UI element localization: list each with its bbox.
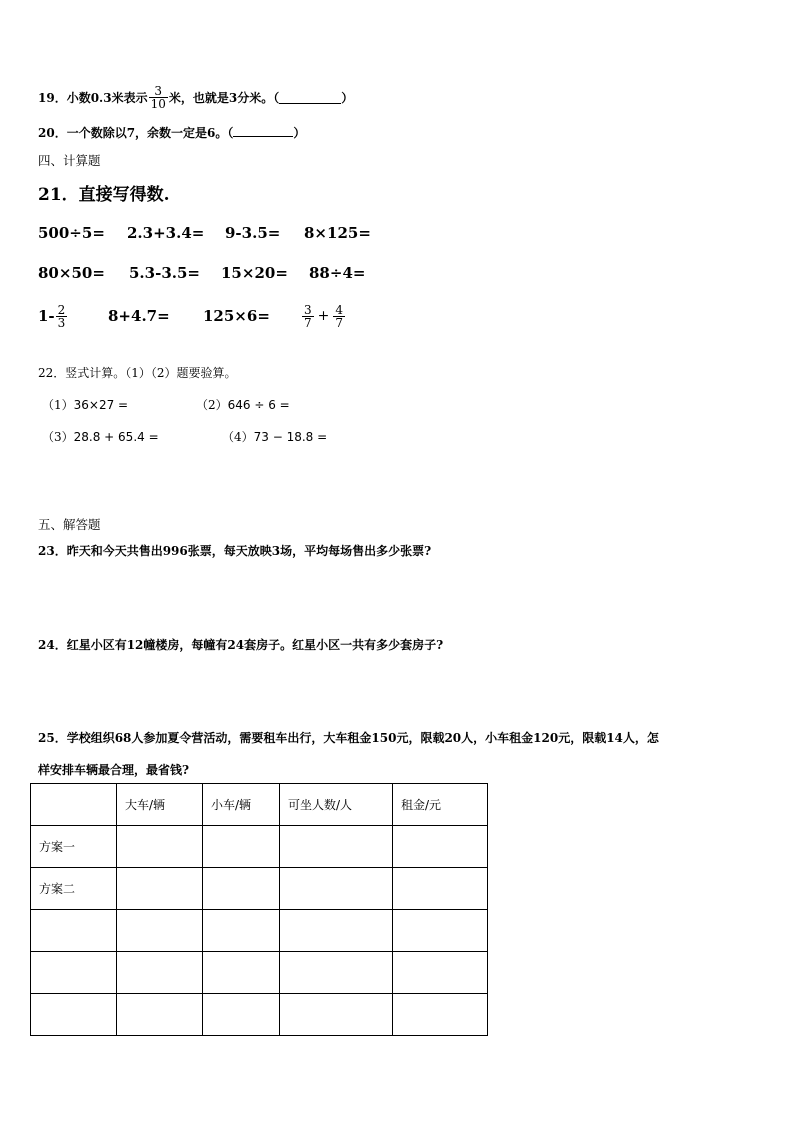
question-text: 米，也就是3分米。（ (168, 90, 280, 105)
calc-item: 125×6= (203, 307, 270, 325)
question-text: 一个数除以7，余数一定是6。（ (66, 126, 234, 140)
calc-item: 80×50= (38, 264, 105, 282)
calc-item (42, 428, 159, 445)
table-cell[interactable] (280, 910, 393, 952)
table-cell[interactable] (393, 952, 488, 994)
calc-item: 8+4.7= (108, 307, 170, 325)
question-25-line2: 样安排车辆最合理，最省钱? (38, 763, 190, 777)
question-text: 小数0.3米表示 (66, 90, 148, 105)
item-expression: 646 ÷ 6 = (227, 398, 290, 412)
table-header-cell: 租金/元 (393, 784, 488, 826)
calc-item (301, 296, 346, 336)
item-label: （1） (42, 398, 74, 412)
denominator: 7 (335, 315, 344, 330)
answer-blank[interactable] (233, 124, 293, 137)
table-cell[interactable] (117, 910, 203, 952)
table-cell: 方案一 (31, 826, 117, 868)
calc-item (196, 396, 290, 413)
table-cell[interactable] (280, 868, 393, 910)
question-text: ） (341, 90, 354, 105)
table-cell[interactable] (31, 910, 117, 952)
table-row (31, 826, 488, 868)
calc-item: 500÷5= (38, 224, 105, 242)
calc-prefix: 1- (38, 307, 55, 325)
item-expression: 28.8 + 65.4 = (73, 430, 159, 444)
question-21-title: 21．直接写得数. (38, 185, 170, 205)
question-19 (38, 82, 353, 112)
table-cell[interactable] (203, 952, 280, 994)
fraction (56, 304, 68, 329)
table-cell[interactable] (117, 826, 203, 868)
section-title: 五、解答题 (38, 517, 101, 532)
question-number: 19． (38, 90, 67, 105)
question-22-title: 22．竖式计算。（1）（2）题要验算。 (38, 366, 237, 380)
table-header-cell: 小车/辆 (203, 784, 280, 826)
table-cell: 方案二 (31, 868, 117, 910)
question-25-line1: 25．学校组织68人参加夏令营活动，需要租车出行，大车租金150元，限载20人，小车租金120元，限载14人，怎 (38, 731, 659, 745)
plus-sign: + (317, 308, 330, 324)
table-cell[interactable] (203, 994, 280, 1036)
table-row (31, 868, 488, 910)
calc-item: 2.3+3.4= (127, 224, 205, 242)
table-cell[interactable] (31, 952, 117, 994)
table-cell[interactable] (393, 910, 488, 952)
question-20 (38, 124, 305, 141)
numerator: 3 (154, 83, 163, 98)
calc-item: 88÷4= (309, 264, 366, 282)
item-expression: 36×27 = (73, 398, 129, 412)
calc-item: 5.3-3.5= (129, 264, 200, 282)
section-title: 四、计算题 (38, 153, 101, 168)
numerator: 2 (57, 302, 66, 317)
calc-item: 15×20= (221, 264, 288, 282)
table-row (31, 952, 488, 994)
table-cell[interactable] (203, 826, 280, 868)
numerator: 3 (304, 302, 312, 317)
table-cell[interactable] (393, 994, 488, 1036)
table-cell[interactable] (117, 994, 203, 1036)
fraction (149, 85, 168, 110)
question-text: ） (293, 126, 306, 140)
denominator: 10 (150, 96, 166, 111)
table-row (31, 994, 488, 1036)
fraction (302, 304, 314, 329)
question-number: 20． (38, 126, 67, 140)
table-cell[interactable] (117, 868, 203, 910)
item-label: （2） (196, 398, 228, 412)
table-header-cell: 大车/辆 (117, 784, 203, 826)
item-expression: 73 − 18.8 = (253, 430, 328, 444)
table-cell[interactable] (280, 994, 393, 1036)
fraction (333, 304, 345, 329)
question-24: 24．红星小区有12幢楼房，每幢有24套房子。红星小区一共有多少套房子? (38, 638, 444, 652)
calc-item (222, 428, 327, 445)
numerator: 4 (335, 302, 344, 317)
question-23: 23．昨天和今天共售出996张票，每天放映3场，平均每场售出多少张票? (38, 544, 432, 558)
table-header-row (31, 784, 488, 826)
item-label: （3） (42, 430, 74, 444)
table-cell[interactable] (117, 952, 203, 994)
table-header-cell (31, 784, 117, 826)
calc-item: 8×125= (304, 224, 371, 242)
table-cell[interactable] (393, 826, 488, 868)
table-cell[interactable] (280, 826, 393, 868)
table-header-cell: 可坐人数/人 (280, 784, 393, 826)
plan-table (30, 783, 488, 1036)
answer-blank[interactable] (279, 91, 341, 104)
table-cell[interactable] (393, 868, 488, 910)
denominator: 3 (57, 315, 66, 330)
denominator: 7 (304, 315, 312, 330)
item-label: （4） (222, 430, 254, 444)
calc-item (38, 296, 68, 336)
calc-item: 9-3.5= (225, 224, 281, 242)
table-row (31, 910, 488, 952)
calc-item (42, 396, 128, 413)
table-cell[interactable] (203, 910, 280, 952)
table-cell[interactable] (203, 868, 280, 910)
table-cell[interactable] (280, 952, 393, 994)
table-cell[interactable] (31, 994, 117, 1036)
